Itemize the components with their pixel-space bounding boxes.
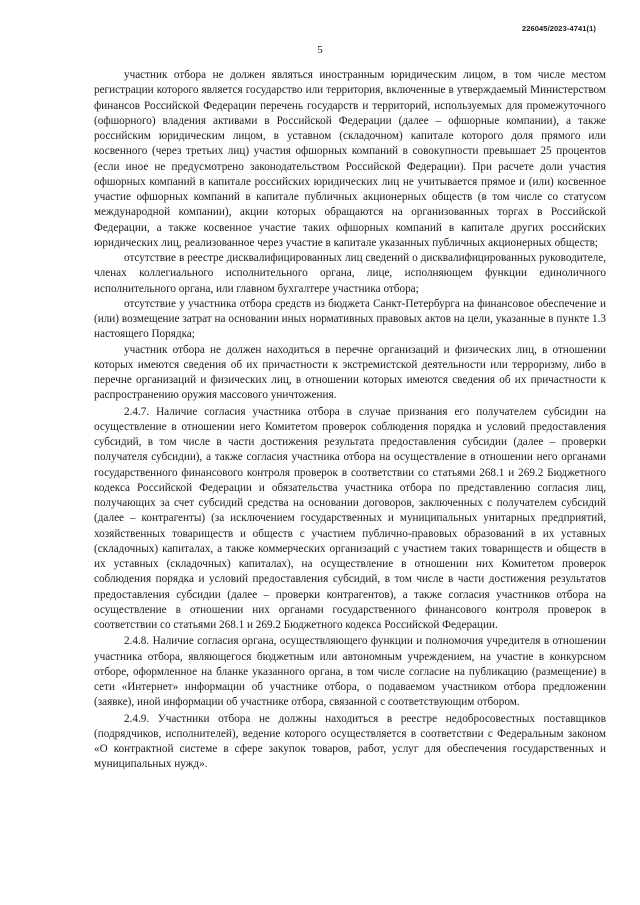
paragraph-disqualified: отсутствие в реестре дисквалифицированных лиц сведений о дисквалифицированных руководителе, членах коллегиального исполнительного органа, лице, исполняющем функции единоличного исполнительного органа, или главном бухгалтере участника отбора;: [94, 252, 606, 295]
document-body: [94, 68, 606, 773]
section-2-4-7: 2.4.7. Наличие согласия участника отбора в случае признания его получателем субсидии на осуществление в отношении него Комитетом проверок соблюдения порядка и условий предоставления субсидий, в том числе в части достижения результата предоставления субсидии (далее – проверки получателя субсидии), а также согласия участника отбора на осуществление в отношении него органами государственного финансового контроля проверок в соответствии со статьями 268.1 и 269.2 Бюджетного кодекса Российской Федерации и обязательства участника отбора по представлению согласия лиц, получающих за счет субсидий средства на основании договоров, заключенных с получателем субсидий (далее – контрагенты) (за исключением государственных и муниципальных унитарных предприятий, хозяйственных товариществ и обществ с участием публично-правовых образований в их уставных (складочных) капиталах, а также коммерческих организаций с участием таких товариществ и обществ в их уставных (складочных) капиталах), на осуществление в отношении них Комитетом проверок соблюдения порядка и условий предоставления субсидий, в том числе в части достижения результатов предоставления субсидии (далее – проверки контрагентов), а также согласия участников отбора на осуществление в отношении них органами государственного финансового контроля проверок в соответствии со статьями 268.1 и 269.2 Бюджетного кодекса Российской Федерации.: [94, 405, 606, 631]
page-number: 5: [317, 44, 323, 56]
section-2-4-8: 2.4.8. Наличие согласия органа, осуществляющего функции и полномочия учредителя в отношении участника отбора, являющегося бюджетным или автономным учреждением, на участие в конкурсном отборе, оформленное на бланке указанного органа, в том числе согласие на публикацию (размещение) в сети «Интернет» информации об участнике отбора, о подаваемом участником отбора предложении (заявке), иной информации об участнике отбора, связанной с соответствующим отбором.: [94, 635, 606, 709]
paragraph-budget-funds: отсутствие у участника отбора средств из бюджета Санкт-Петербурга на финансовое обеспечение и (или) возмещение затрат на основании иных нормативных правовых актов на цели, указанные в пункте 1.3 настоящего Порядка;: [94, 297, 606, 341]
paragraph-offshore: участник отбора не должен являться иностранным юридическим лицом, в том числе местом регистрации которого является государство или территория, включенные в утверждаемый Министерством финансов Российской Федерации перечень государств и территорий, используемых для промежуточного (офшорного) владения активами в Российской Федерации (далее – офшорные компании), а также российским юридическим лицом, в уставном (складочном) капитале которого доля прямого или косвенного (через третьих лиц) участия офшорных компаний в совокупности превышает 25 процентов (если иное не предусмотрено законодательством Российской Федерации). При расчете доли участия офшорных компаний в капитале российских юридических лиц не учитывается прямое и (или) косвенное участие офшорных компаний в капитале публичных акционерных обществ (в том числе со статусом международной компании), акции которых обращаются на организованных торгах в Российской Федерации, а также косвенное участие таких офшорных компаний в капитале других российских юридических лиц, реализованное через участие в капитале указанных публичных акционерных обществ;: [94, 69, 606, 249]
paragraph-extremism-list: участник отбора не должен находиться в перечне организаций и физических лиц, в отношении которых имеются сведения об их причастности к экстремистской деятельности или терроризму, либо в перечне организаций и физических лиц, в отношении которых имеются сведения об их причастности к распространению оружия массового уничтожения.: [94, 343, 606, 402]
section-2-4-9: 2.4.9. Участники отбора не должны находиться в реестре недобросовестных поставщиков (подрядчиков, исполнителей), ведение которого осуществляется в соответствии с Федеральным законом «О контрактной системе в сфере закупок товаров, работ, услуг для обеспечения государственных и муниципальных нужд».: [94, 712, 606, 771]
document-id: 226045/2023-4741(1): [521, 24, 596, 33]
